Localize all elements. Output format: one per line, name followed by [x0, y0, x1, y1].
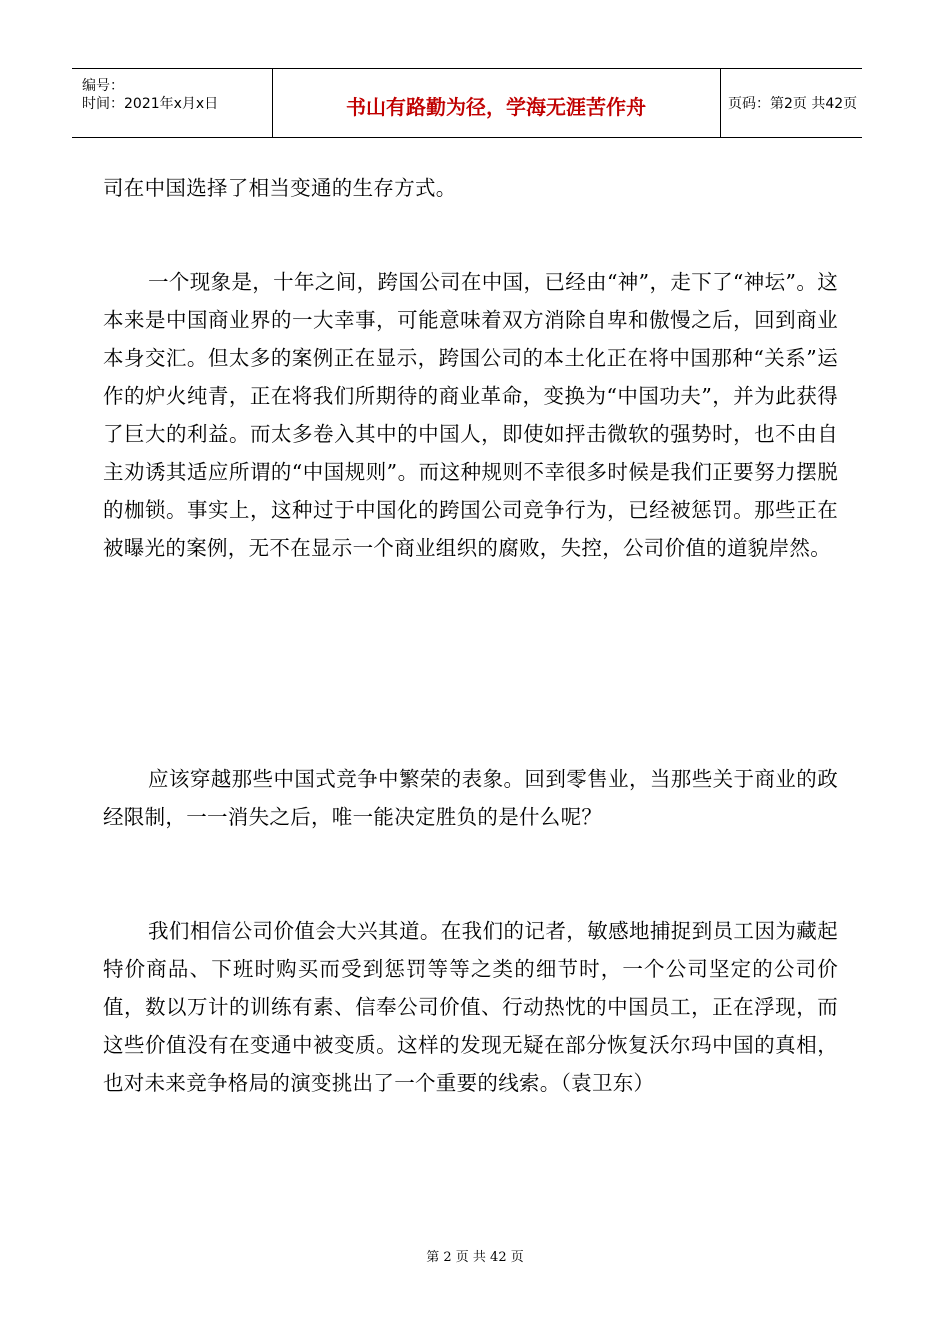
page-footer: 第 2 页 共 42 页 — [426, 1250, 524, 1265]
paragraph: 一个现象是，十年之间，跨国公司在中国，已经由“神”，走下了“神坛”。这本来是中国商业界的一大幸事，可能意味着双方消除自卑和傲慢之后，回到商业本身交汇。但太多的案例正在显示，跨国公司的本土化正在将中国那种“关系”运作的炉火纯青，正在将我们所期待的商业革命，变换为“中国功夫”，并为此获得了巨大的利益。而太多卷入其中的中国人，即使如抨击微软的强势时，也不由自主劝诱其适应所谓的“中国规则”。而这种规则不幸很多时候是我们正要努力摆脱的枷锁。事实上，这种过于中国化的跨国公司竞争行为，已经被惩罚。那些正在被曝光的案例，无不在显示一个商业组织的腐败，失控，公司价值的道貌岸然。 — [103, 270, 838, 560]
number-label: 编号： — [82, 78, 124, 94]
motto-text: 书山有路勤为径，学海无涯苦作舟 — [346, 95, 646, 119]
paragraph: 应该穿越那些中国式竞争中繁荣的表象。回到零售业，当那些关于商业的政经限制，一一消失之后，唯一能决定胜负的是什么呢？ — [103, 767, 838, 829]
header-page-info: 页码：第2页 共42页 — [728, 96, 858, 112]
paragraph-continuation: 司在中国选择了相当变通的生存方式。 — [103, 176, 457, 200]
header-page-cell — [720, 69, 862, 137]
time-label: 时间：2021年x月x日 — [82, 96, 219, 112]
paragraph: 我们相信公司价值会大兴其道。在我们的记者，敏感地捕捉到员工因为藏起特价商品、下班时购买而受到惩罚等等之类的细节时，一个公司坚定的公司价值，数以万计的训练有素、信奉公司价值、行动热忱的中国员工，正在浮现，而这些价值没有在变通中被变质。这样的发现无疑在部分恢复沃尔玛中国的真相，也对未来竞争格局的演变挑出了一个重要的线索。（袁卫东） — [103, 919, 838, 1095]
header-motto-cell — [272, 69, 721, 137]
header-meta-cell — [72, 69, 273, 137]
page-header — [72, 68, 862, 138]
